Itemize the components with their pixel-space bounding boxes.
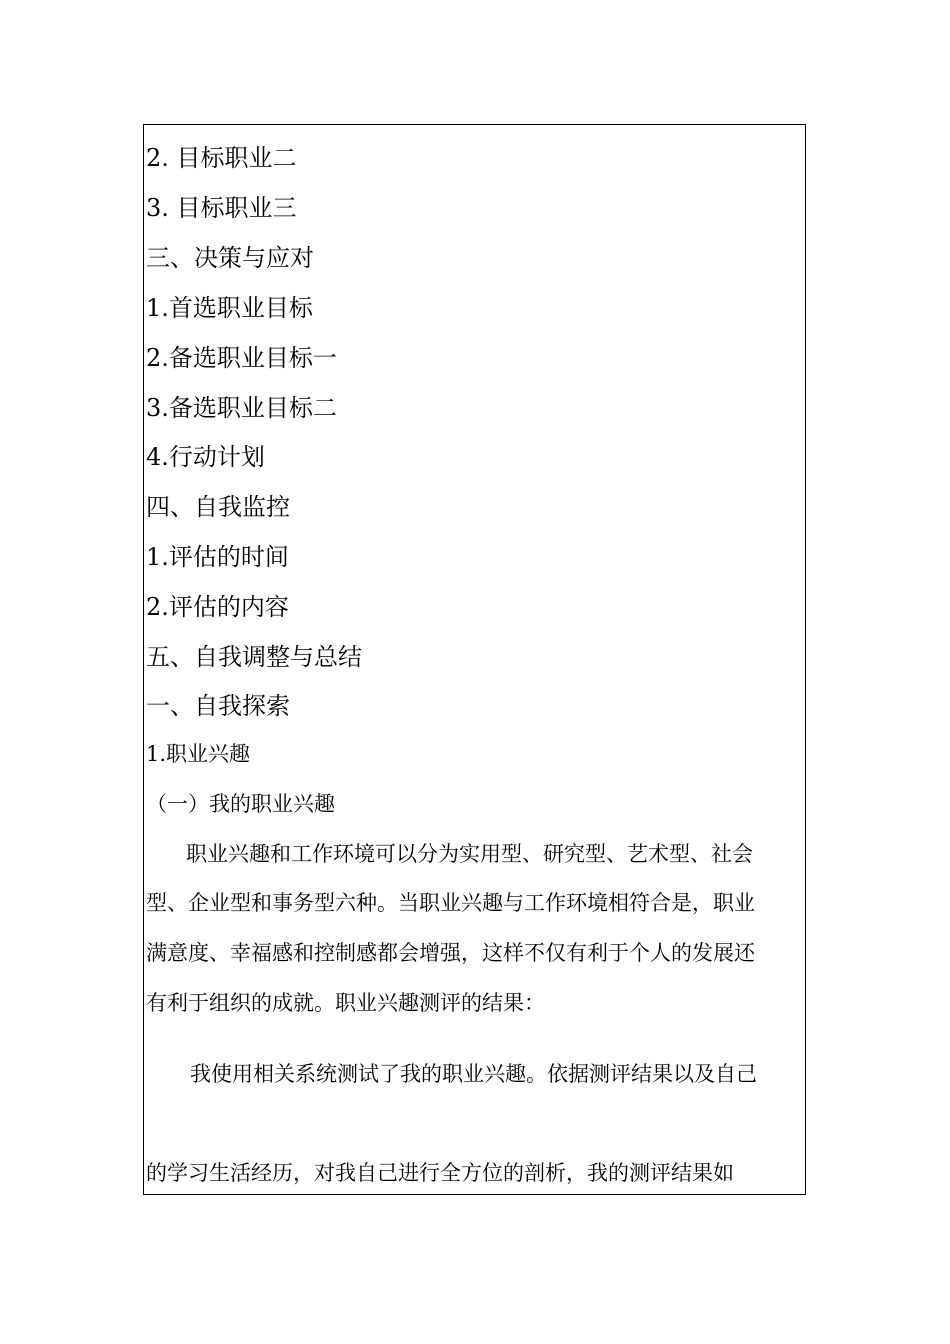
outline-item-first-choice: 1.首选职业目标: [146, 294, 313, 322]
outline-heading-self-exploration: 一、自我探索: [146, 692, 290, 720]
paragraph1-line-1: 职业兴趣和工作环境可以分为实用型、研究型、艺术型、社会: [186, 842, 753, 866]
paragraph1-line-2: 型、企业型和事务型六种。当职业兴趣与工作环境相符合是，职业: [146, 891, 755, 915]
outline-item-target-career-2: 2. 目标职业二: [146, 144, 297, 172]
paragraph2-line-1: 我使用相关系统测试了我的职业兴趣。依据测评结果以及自己: [190, 1062, 757, 1086]
outline-heading-decision: 三、决策与应对: [146, 244, 314, 272]
outline-item-action-plan: 4.行动计划: [146, 443, 265, 471]
outline-item-alternative-2: 3.备选职业目标二: [146, 394, 337, 422]
paragraph2-line-2: 的学习生活经历，对我自己进行全方位的剖析，我的测评结果如: [146, 1161, 734, 1185]
section-subheading: （一）我的职业兴趣: [146, 792, 335, 816]
outline-heading-self-monitoring: 四、自我监控: [146, 493, 290, 521]
outline-item-evaluation-content: 2.评估的内容: [146, 593, 289, 621]
outline-item-target-career-3: 3. 目标职业三: [146, 194, 297, 222]
outline-item-evaluation-time: 1.评估的时间: [146, 543, 289, 571]
outline-item-alternative-1: 2.备选职业目标一: [146, 344, 337, 372]
paragraph1-line-4: 有利于组织的成就。职业兴趣测评的结果：: [146, 991, 545, 1015]
outline-heading-adjustment: 五、自我调整与总结: [146, 643, 362, 671]
section-heading: 1.职业兴趣: [146, 742, 251, 766]
paragraph1-line-3: 满意度、幸福感和控制感都会增强，这样不仅有利于个人的发展还: [146, 941, 755, 965]
